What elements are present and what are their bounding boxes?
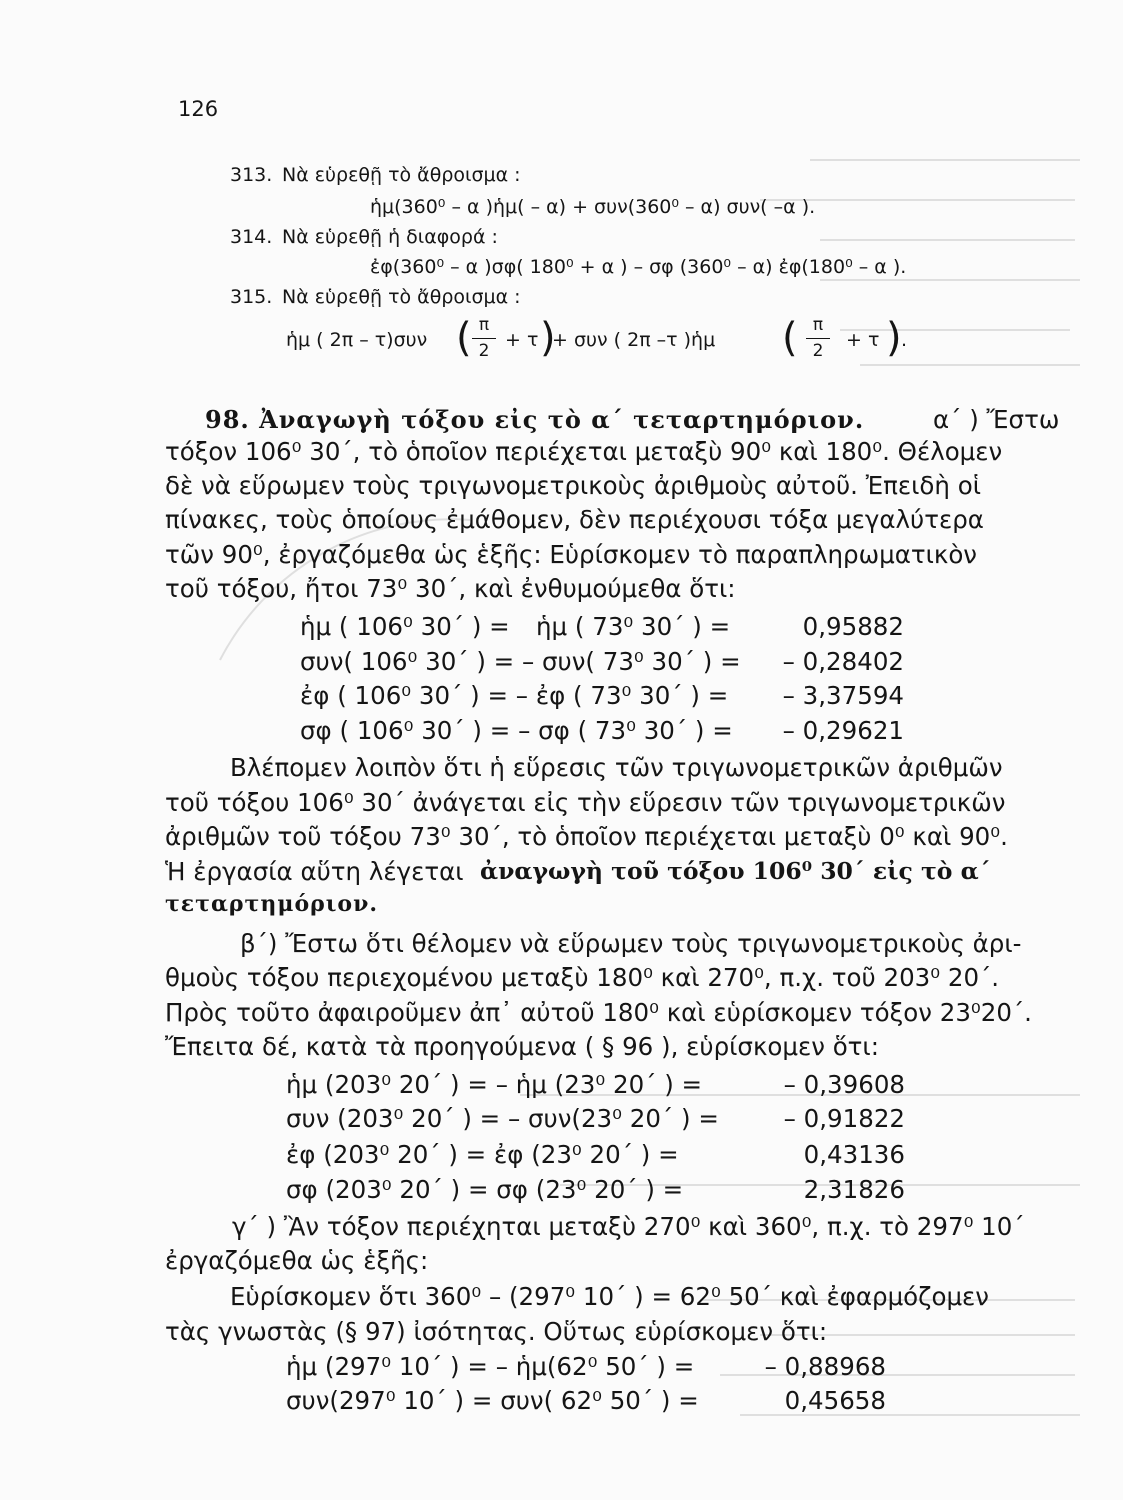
equation-value: – 0,39608 [783, 1070, 905, 1099]
fraction-line [472, 338, 496, 339]
body-text-line: Ἔπειτα δέ, κατὰ τὰ προηγούμενα ( § 96 ), εὑρίσκομεν ὅτι: [165, 1032, 879, 1061]
equation-left: σφ ( 106⁰ 30΄ ) = – σφ ( 73⁰ 30΄ ) = [300, 716, 733, 745]
exercise-prompt: Νὰ εὑρεθῇ τὸ ἄθροισμα : [282, 164, 521, 186]
close-paren: ) [540, 315, 556, 361]
fraction-line [806, 338, 830, 339]
bold-term: ἀναγωγὴ τοῦ τόξου 106⁰ 30΄ εἰς τὸ α΄ [480, 857, 991, 885]
equation-left: ἐφ ( 106⁰ 30΄ ) = – ἐφ ( 73⁰ 30΄ ) = [300, 681, 729, 710]
fraction-numerator: π [478, 315, 490, 335]
open-paren: ( [456, 315, 472, 361]
exercise-formula: ἡμ(360⁰ – α )ἡμ( – α) + συν(360⁰ – α) συν( –α ). [370, 196, 816, 218]
equation-left: ἡμ (203⁰ 20΄ ) = – ἡμ (23⁰ 20΄ ) = [286, 1070, 703, 1099]
bold-term: τεταρτημόριον. [165, 891, 378, 917]
body-text-line: δὲ νὰ εὕρωμεν τοὺς τριγωνομετρικοὺς ἀριθμοὺς αὐτοῦ. Ἐπειδὴ οἱ [165, 471, 982, 500]
exercise-number: 315. [230, 286, 273, 308]
exercise-prompt: Νὰ εὑρεθῇ τὸ ἄθροισμα : [282, 286, 521, 308]
body-text-line: τοῦ τόξου 106⁰ 30΄ ἀνάγεται εἰς τὴν εὕρεσιν τῶν τριγωνομετρικῶν [165, 788, 1006, 817]
section-heading: 98. Ἀναγωγὴ τόξου εἰς τὸ α΄ τεταρτημόριον. [205, 405, 865, 434]
formula-part: . [901, 329, 908, 351]
exercise-formula: ἐφ(360⁰ – α )σφ( 180⁰ + α ) – σφ (360⁰ – α) ἐφ(180⁰ – α ). [370, 256, 907, 278]
equation-left: συν(297⁰ 10΄ ) = συν( 62⁰ 50΄ ) = [286, 1386, 699, 1415]
formula-part: + τ [846, 329, 880, 351]
formula-part: + τ [505, 329, 539, 351]
equation-left: ἡμ ( 106⁰ 30΄ ) = [300, 612, 510, 641]
equation-value: – 0,91822 [783, 1104, 905, 1133]
equation-left: σφ (203⁰ 20΄ ) = σφ (23⁰ 20΄ ) = [286, 1175, 684, 1204]
body-text-line: τῶν 90⁰, ἐργαζόμεθα ὡς ἑξῆς: Εὑρίσκομεν τὸ παραπληρωματικὸν [165, 540, 977, 569]
equation-left: ἐφ (203⁰ 20΄ ) = ἐφ (23⁰ 20΄ ) = [286, 1140, 679, 1169]
fraction-denominator: 2 [812, 341, 824, 361]
fraction-denominator: 2 [478, 341, 490, 361]
body-text-line: τόξον 106⁰ 30΄, τὸ ὁποῖον περιέχεται μεταξὺ 90⁰ καὶ 180⁰. Θέλομεν [165, 437, 1003, 466]
equation-left: συν (203⁰ 20΄ ) = – συν(23⁰ 20΄ ) = [286, 1104, 719, 1133]
page-number: 126 [178, 97, 219, 121]
equation-value: – 0,88968 [764, 1352, 886, 1381]
body-text-line: γ΄ ) Ἂν τόξον περιέχηται μεταξὺ 270⁰ καὶ 360⁰, π.χ. τὸ 297⁰ 10΄ [232, 1212, 1025, 1241]
equation-value: 0,45658 [784, 1386, 886, 1415]
close-paren: ) [886, 315, 902, 361]
body-text-line: Πρὸς τοῦτο ἀφαιροῦμεν ἀπ᾽ αὐτοῦ 180⁰ καὶ εὑρίσκομεν τόξον 23⁰20΄. [165, 998, 1032, 1027]
body-text-line: Βλέπομεν λοιπὸν ὅτι ἡ εὕρεσις τῶν τριγωνομετρικῶν ἀριθμῶν [230, 753, 1003, 782]
body-text-line: Ἡ ἐργασία αὕτη λέγεται [165, 857, 464, 886]
body-text-line: τὰς γνωστὰς (§ 97) ἰσότητας. Οὕτως εὑρίσκομεν ὅτι: [165, 1317, 828, 1346]
body-text-line: β΄) Ἔστω ὅτι θέλομεν νὰ εὕρωμεν τοὺς τριγωνομετρικοὺς ἀρι- [240, 929, 1022, 958]
equation-left: ἡμ (297⁰ 10΄ ) = – ἡμ(62⁰ 50΄ ) = [286, 1352, 695, 1381]
body-text-line: τοῦ τόξου, ἤτοι 73⁰ 30΄, καὶ ἐνθυμούμεθα ὅτι: [165, 574, 736, 603]
body-text-line: ἀριθμῶν τοῦ τόξου 73⁰ 30΄, τὸ ὁποῖον περιέχεται μεταξὺ 0⁰ καὶ 90⁰. [165, 822, 1008, 851]
equation-value: 2,31826 [803, 1175, 905, 1204]
formula-part: ἡμ ( 2π – τ)συν [286, 329, 428, 351]
body-text-line: θμοὺς τόξου περιεχομένου μεταξὺ 180⁰ καὶ 270⁰, π.χ. τοῦ 203⁰ 20΄. [165, 963, 1000, 992]
equation-left: συν( 106⁰ 30΄ ) = – συν( 73⁰ 30΄ ) = [300, 647, 741, 676]
body-text-line: πίνακες, τοὺς ὁποίους ἐμάθομεν, δὲν περιέχουσι τόξα μεγαλύτερα [165, 505, 984, 534]
formula-part: + συν ( 2π –τ )ἡμ [552, 329, 716, 351]
exercise-prompt: Νὰ εὑρεθῇ ἡ διαφορά : [282, 226, 498, 248]
body-text-line: Εὑρίσκομεν ὅτι 360⁰ – (297⁰ 10΄ ) = 62⁰ 50΄ καὶ ἐφαρμόζομεν [230, 1282, 989, 1311]
fraction-numerator: π [812, 315, 824, 335]
equation-middle: ἡμ ( 73⁰ 30΄ ) = [536, 612, 731, 641]
equation-value: 0,43136 [803, 1140, 905, 1169]
body-text-line: ἐργαζόμεθα ὡς ἑξῆς: [165, 1246, 429, 1275]
exercise-number: 314. [230, 226, 273, 248]
open-paren: ( [782, 315, 798, 361]
equation-value: 0,95882 [802, 612, 904, 641]
equation-value: – 0,29621 [782, 716, 904, 745]
body-text-line: α΄ ) Ἔστω [933, 405, 1060, 434]
exercise-number: 313. [230, 164, 273, 186]
equation-value: – 3,37594 [782, 681, 904, 710]
equation-value: – 0,28402 [782, 647, 904, 676]
